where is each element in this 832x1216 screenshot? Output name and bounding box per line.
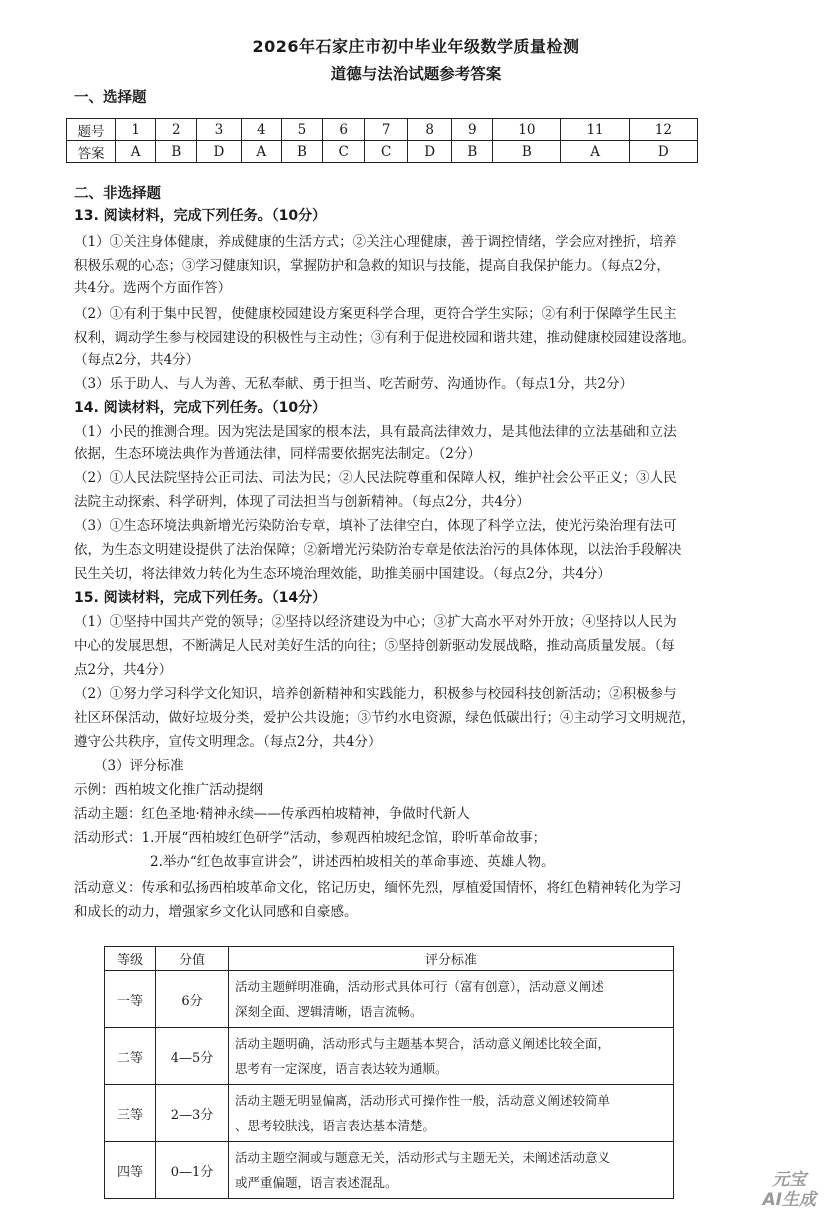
question-14-heading: 14. 阅读材料，完成下列任务。（10分） xyxy=(74,400,327,416)
rubric-level: 三等 xyxy=(105,1085,156,1142)
rubric-criteria xyxy=(229,1142,674,1199)
rubric-row xyxy=(105,1028,674,1085)
question-number: 3 xyxy=(197,119,241,141)
question-number: 7 xyxy=(365,119,408,141)
example-line: 活动主题：红色圣地·精神永续——传承西柏坡精神，争做时代新人 xyxy=(74,806,470,822)
answer-line: （每点2分，共4分） xyxy=(74,352,200,368)
answer-line: （1）①坚持中国共产党的领导；②坚持以经济建设为中心；③扩大高水平对外开放；④坚持以人民为 xyxy=(74,614,677,630)
answer-cell: A xyxy=(241,141,281,163)
rubric-criteria xyxy=(229,971,674,1028)
rubric-header: 评分标准 xyxy=(229,947,674,971)
answer-line: 积极乐观的心态；③学习健康知识，掌握防护和急救的知识与技能，提高自我保护能力。（每点2分， xyxy=(74,258,670,274)
answer-cell: A xyxy=(116,141,156,163)
rubric-level: 四等 xyxy=(105,1142,156,1199)
answer-line: （1）①关注身体健康，养成健康的生活方式；②关注心理健康，善于调控情绪，学会应对挫折，培养 xyxy=(74,234,677,250)
answer-line: 民生关切，将法律效力转化为生态环境治理效能，助推美丽中国建设。（每点2分，共4分） xyxy=(74,566,611,582)
answer-line: 依，为生态文明建设提供了法治保障；②新增光污染防治专章是依法治污的具体体现，以法治手段解决 xyxy=(74,542,682,558)
watermark-line: AI生成 xyxy=(762,1190,816,1210)
rubric-row xyxy=(105,1142,674,1199)
answer-line: 共4分。选两个方面作答） xyxy=(74,280,232,296)
rubric-score: 0—1分 xyxy=(156,1142,229,1199)
criteria-line: 活动主题无明显偏离，活动形式可操作性一般，活动意义阐述较简单 xyxy=(235,1093,611,1108)
question-number: 9 xyxy=(452,119,493,141)
page-title: 2026年石家庄市初中毕业年级数学质量检测 xyxy=(252,37,580,56)
answer-cell: B xyxy=(493,141,561,163)
question-number: 11 xyxy=(561,119,629,141)
example-line: 2.举办“红色故事宣讲会”，讲述西柏坡相关的革命事迹、英雄人物。 xyxy=(150,854,555,870)
answer-cell: D xyxy=(407,141,451,163)
criteria-line: 思考有一定深度，语言表达较为通顺。 xyxy=(235,1061,448,1076)
answer-cell: D xyxy=(197,141,241,163)
answer-row xyxy=(67,141,698,163)
rubric-header: 等级 xyxy=(105,947,156,971)
question-number: 5 xyxy=(281,119,322,141)
rubric-criteria xyxy=(229,1085,674,1142)
answer-cell: B xyxy=(452,141,493,163)
answer-cell: B xyxy=(281,141,322,163)
question-number: 10 xyxy=(493,119,561,141)
question-number: 12 xyxy=(629,119,697,141)
criteria-line: 或严重偏题，语言表述混乱。 xyxy=(235,1175,398,1190)
answer-line: 点2分，共4分） xyxy=(74,662,173,678)
example-line: 活动意义：传承和弘扬西柏坡革命文化，铭记历史，缅怀先烈，厚植爱国情怀，将红色精神转化为学习 xyxy=(74,880,682,896)
watermark-line: 元宝 xyxy=(772,1170,807,1190)
criteria-line: 、思考较肤浅，语言表达基本清楚。 xyxy=(235,1118,436,1133)
question-number: 1 xyxy=(116,119,156,141)
page-subtitle: 道德与法治试题参考答案 xyxy=(330,65,502,83)
ai-watermark xyxy=(763,1170,816,1210)
question-number: 8 xyxy=(407,119,451,141)
answer-line: 法院主动探索、科学研判，体现了司法担当与创新精神。（每点2分，共4分） xyxy=(74,494,530,510)
rubric-header: 分值 xyxy=(156,947,229,971)
example-line: 示例：西柏坡文化推广活动提纲 xyxy=(74,782,263,798)
section-heading-nonchoice: 二、非选择题 xyxy=(74,186,161,202)
rubric-header-row xyxy=(105,947,674,971)
answer-cell: D xyxy=(629,141,697,163)
example-line: 活动形式：1.开展“西柏坡红色研学”活动，参观西柏坡纪念馆，聆听革命故事； xyxy=(74,830,547,846)
criteria-line: 活动主题鲜明准确，活动形式具体可行（富有创意），活动意义阐述 xyxy=(235,979,604,994)
answer-line: （2）①努力学习科学文化知识，培养创新精神和实践能力，积极参与校园科技创新活动；②积极参与 xyxy=(74,686,677,702)
question-number: 4 xyxy=(241,119,281,141)
answer-line: （2）①有利于集中民智，使健康校园建设方案更科学合理，更符合学生实际；②有利于保障学生民主 xyxy=(74,306,677,322)
rubric-table xyxy=(104,946,674,1199)
answer-line: 权利，调动学生参与校园建设的积极性与主动性；③有利于促进校园和谐共建，推动健康校园建设落地。 xyxy=(74,330,695,346)
answer-line: （1）小民的推测合理。因为宪法是国家的根本法，具有最高法律效力，是其他法律的立法基础和立法 xyxy=(74,424,677,440)
answer-cell: C xyxy=(322,141,365,163)
answer-cell: C xyxy=(365,141,408,163)
question-number: 2 xyxy=(156,119,197,141)
section-heading-choice: 一、选择题 xyxy=(74,90,147,106)
answer-line: 遵守公共秩序，宣传文明理念。（每点2分，共4分） xyxy=(74,734,382,750)
question-13-heading: 13. 阅读材料，完成下列任务。（10分） xyxy=(74,208,327,224)
answer-line: （3）乐于助人、与人为善、无私奉献、勇于担当、吃苦耐劳、沟通协作。（每点1分，共2分） xyxy=(74,376,634,392)
criteria-line: 活动主题明确，活动形式与主题基本契合，活动意义阐述比较全面， xyxy=(235,1036,611,1051)
answer-line: （3）评分标准 xyxy=(94,758,184,774)
criteria-line: 深刻全面、逻辑清晰，语言流畅。 xyxy=(235,1004,423,1019)
answer-cell: B xyxy=(156,141,197,163)
example-line: 和成长的动力，增强家乡文化认同感和自豪感。 xyxy=(74,904,358,920)
answer-line: （2）①人民法院坚持公正司法、司法为民；②人民法院尊重和保障人权，维护社会公平正义；③人民 xyxy=(74,470,677,486)
rubric-score: 2—3分 xyxy=(156,1085,229,1142)
question-number: 6 xyxy=(322,119,365,141)
criteria-line: 活动主题空洞或与题意无关，活动形式与主题无关，未阐述活动意义 xyxy=(235,1150,611,1165)
row-label: 答案 xyxy=(67,141,116,163)
rubric-level: 一等 xyxy=(105,971,156,1028)
rubric-level: 二等 xyxy=(105,1028,156,1085)
rubric-score: 4—5分 xyxy=(156,1028,229,1085)
rubric-row xyxy=(105,1085,674,1142)
question-number-row xyxy=(67,119,698,141)
rubric-criteria xyxy=(229,1028,674,1085)
rubric-row xyxy=(105,971,674,1028)
choice-answer-table xyxy=(66,118,698,163)
rubric-score: 6分 xyxy=(156,971,229,1028)
question-15-heading: 15. 阅读材料，完成下列任务。（14分） xyxy=(74,590,327,606)
answer-line: 中心的发展思想，不断满足人民对美好生活的向往；⑤坚持创新驱动发展战略，推动高质量发展。（每 xyxy=(74,638,675,654)
answer-line: 社区环保活动，做好垃圾分类，爱护公共设施；③节约水电资源，绿色低碳出行；④主动学习文明规范， xyxy=(74,710,695,726)
answer-line: 依据，生态环境法典作为普通法律，同样需要依据宪法制定。（2分） xyxy=(74,446,481,462)
answer-line: （3）①生态环境法典新增光污染防治专章，填补了法律空白，体现了科学立法，使光污染治理有法可 xyxy=(74,518,677,534)
answer-cell: A xyxy=(561,141,629,163)
row-label: 题号 xyxy=(67,119,116,141)
